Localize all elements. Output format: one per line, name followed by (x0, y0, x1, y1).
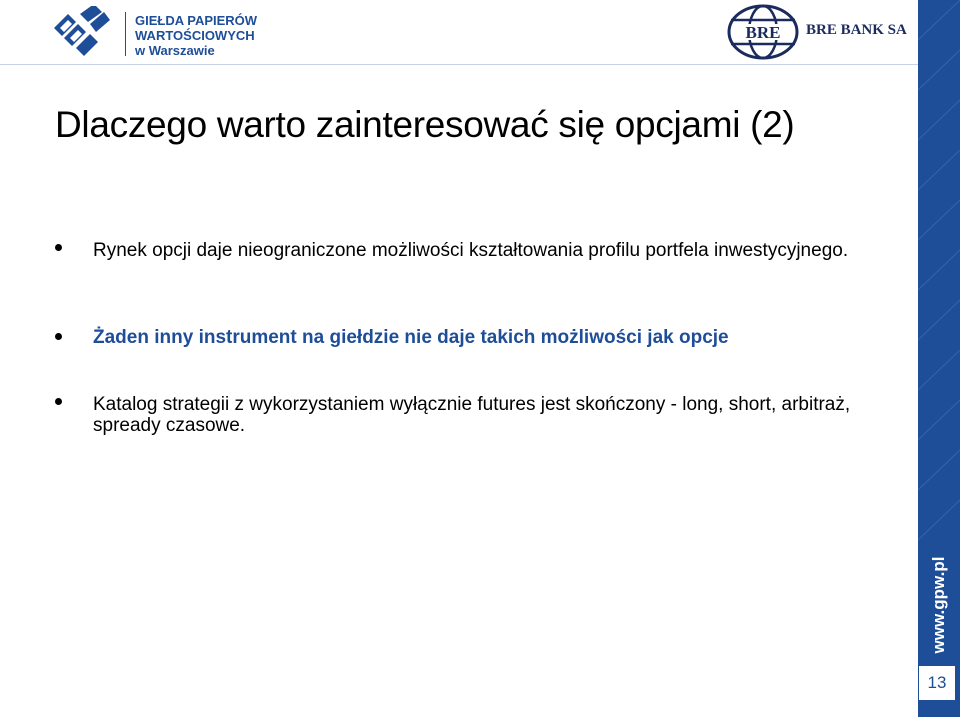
bre-bank-name: BRE BANK SA (806, 22, 907, 38)
svg-text:BRE: BRE (745, 23, 781, 42)
gpw-url (918, 556, 960, 654)
gpw-name (135, 13, 257, 58)
bullet-marker (55, 398, 62, 405)
bre-globe-logo-icon (727, 4, 799, 60)
gpw-name-line-3: w Warszawie (135, 43, 215, 58)
bullet-marker (55, 333, 62, 340)
slide-title: Dlaczego warto zainteresować się opcjami (2) (55, 104, 795, 145)
bullet-item-2: Żaden inny instrument na giełdzie nie daje takich możliwości jak opcje (93, 327, 729, 348)
bullet-item-1: Rynek opcji daje nieograniczone możliwości kształtowania profilu portfela inwestycyjnego. (93, 240, 849, 261)
gpw-divider (125, 12, 126, 56)
gpw-name-line-1: GIEŁDA PAPIERÓW (135, 13, 258, 28)
gpw-logo-icon (50, 6, 110, 56)
gpw-url-text: www.gpw.pl (929, 556, 948, 654)
slide-header (0, 0, 918, 65)
bullet-marker (55, 244, 62, 251)
gpw-name-line-2: WARTOŚCIOWYCH (135, 28, 255, 43)
bullet-item-3: Katalog strategii z wykorzystaniem wyłącznie futures jest skończony - long, short, arbitraż, spready czasowe. (93, 394, 851, 436)
page-number: 13 (927, 673, 947, 692)
